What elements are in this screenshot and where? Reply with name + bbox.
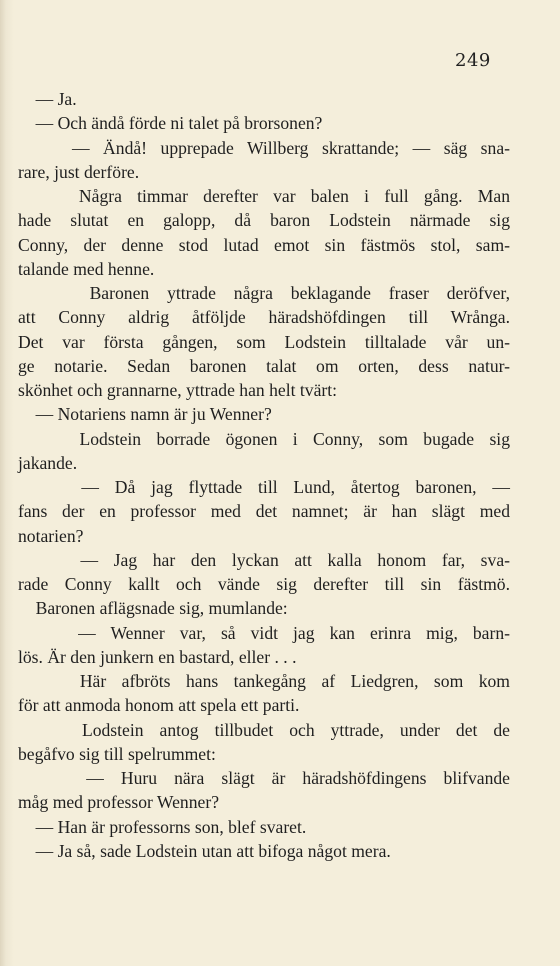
page-text bbox=[18, 87, 510, 863]
text-line: rade Conny kallt och vände sig derefter till sin fästmö. bbox=[18, 574, 510, 594]
text-line: talande med henne. bbox=[18, 258, 155, 279]
text-line: — Ja så, sade Lodstein utan att bifoga något mera. bbox=[18, 840, 391, 861]
text-line: Några timmar derefter var balen i full gång. Man bbox=[18, 186, 510, 206]
text-line: Baronen yttrade några beklagande fraser deröfver, bbox=[18, 283, 510, 303]
text-line: skönhet och grannarne, yttrade han helt tvärt: bbox=[18, 380, 338, 400]
text-line: — Ja. bbox=[18, 89, 77, 109]
text-line: Lodstein borrade ögonen i Conny, som bugade sig bbox=[18, 428, 510, 449]
text-line: — Wenner var, så vidt jag kan erinra mig, barn- bbox=[18, 622, 510, 643]
text-line: Här afbröts hans tankegång af Liedgren, som kom bbox=[18, 671, 510, 691]
text-line: för att anmoda honom att spela ett parti. bbox=[18, 695, 300, 716]
text-line: måg med professor Wenner? bbox=[18, 792, 220, 813]
text-line: — Notariens namn är ju Wenner? bbox=[18, 404, 272, 425]
page-number: 249 bbox=[455, 50, 491, 71]
text-line: Baronen aflägsnade sig, mumlande: bbox=[18, 598, 288, 619]
text-line: att Conny aldrig åtföljde häradshöfdingen till Wrånga. bbox=[18, 307, 510, 328]
text-line: Conny, der denne stod lutad emot sin fästmös stol, sam- bbox=[18, 234, 510, 255]
text-line: fans der en professor med det namnet; är han slägt med bbox=[18, 501, 510, 522]
text-line: ge notarie. Sedan baronen talat om orten, dess natur- bbox=[18, 355, 510, 376]
text-line: hade slutat en galopp, då baron Lodstein närmade sig bbox=[18, 210, 510, 231]
text-line: begåfvo sig till spelrummet: bbox=[18, 743, 216, 764]
text-line: — Ändå! upprepade Willberg skrattande; — säg sna- bbox=[18, 137, 510, 158]
text-line: jakande. bbox=[18, 452, 78, 473]
text-line: Lodstein antog tillbudet och yttrade, under det de bbox=[18, 719, 510, 740]
text-line: notarien? bbox=[18, 525, 84, 546]
text-line: — Huru nära slägt är häradshöfdingens blifvande bbox=[18, 768, 510, 788]
text-line: rare, just derföre. bbox=[18, 161, 140, 182]
text-line: — Och ändå förde ni talet på brorsonen? bbox=[18, 113, 323, 134]
text-line: — Då jag flyttade till Lund, återtog baronen, — bbox=[18, 477, 510, 497]
text-line: lös. Är den junkern en bastard, eller . . . bbox=[18, 646, 297, 667]
text-line: — Jag har den lyckan att kalla honom far, sva- bbox=[18, 549, 510, 570]
text-line: — Han är professorns son, blef svaret. bbox=[18, 816, 307, 837]
text-line: Det var första gången, som Lodstein tilltalade vår un- bbox=[18, 331, 510, 352]
